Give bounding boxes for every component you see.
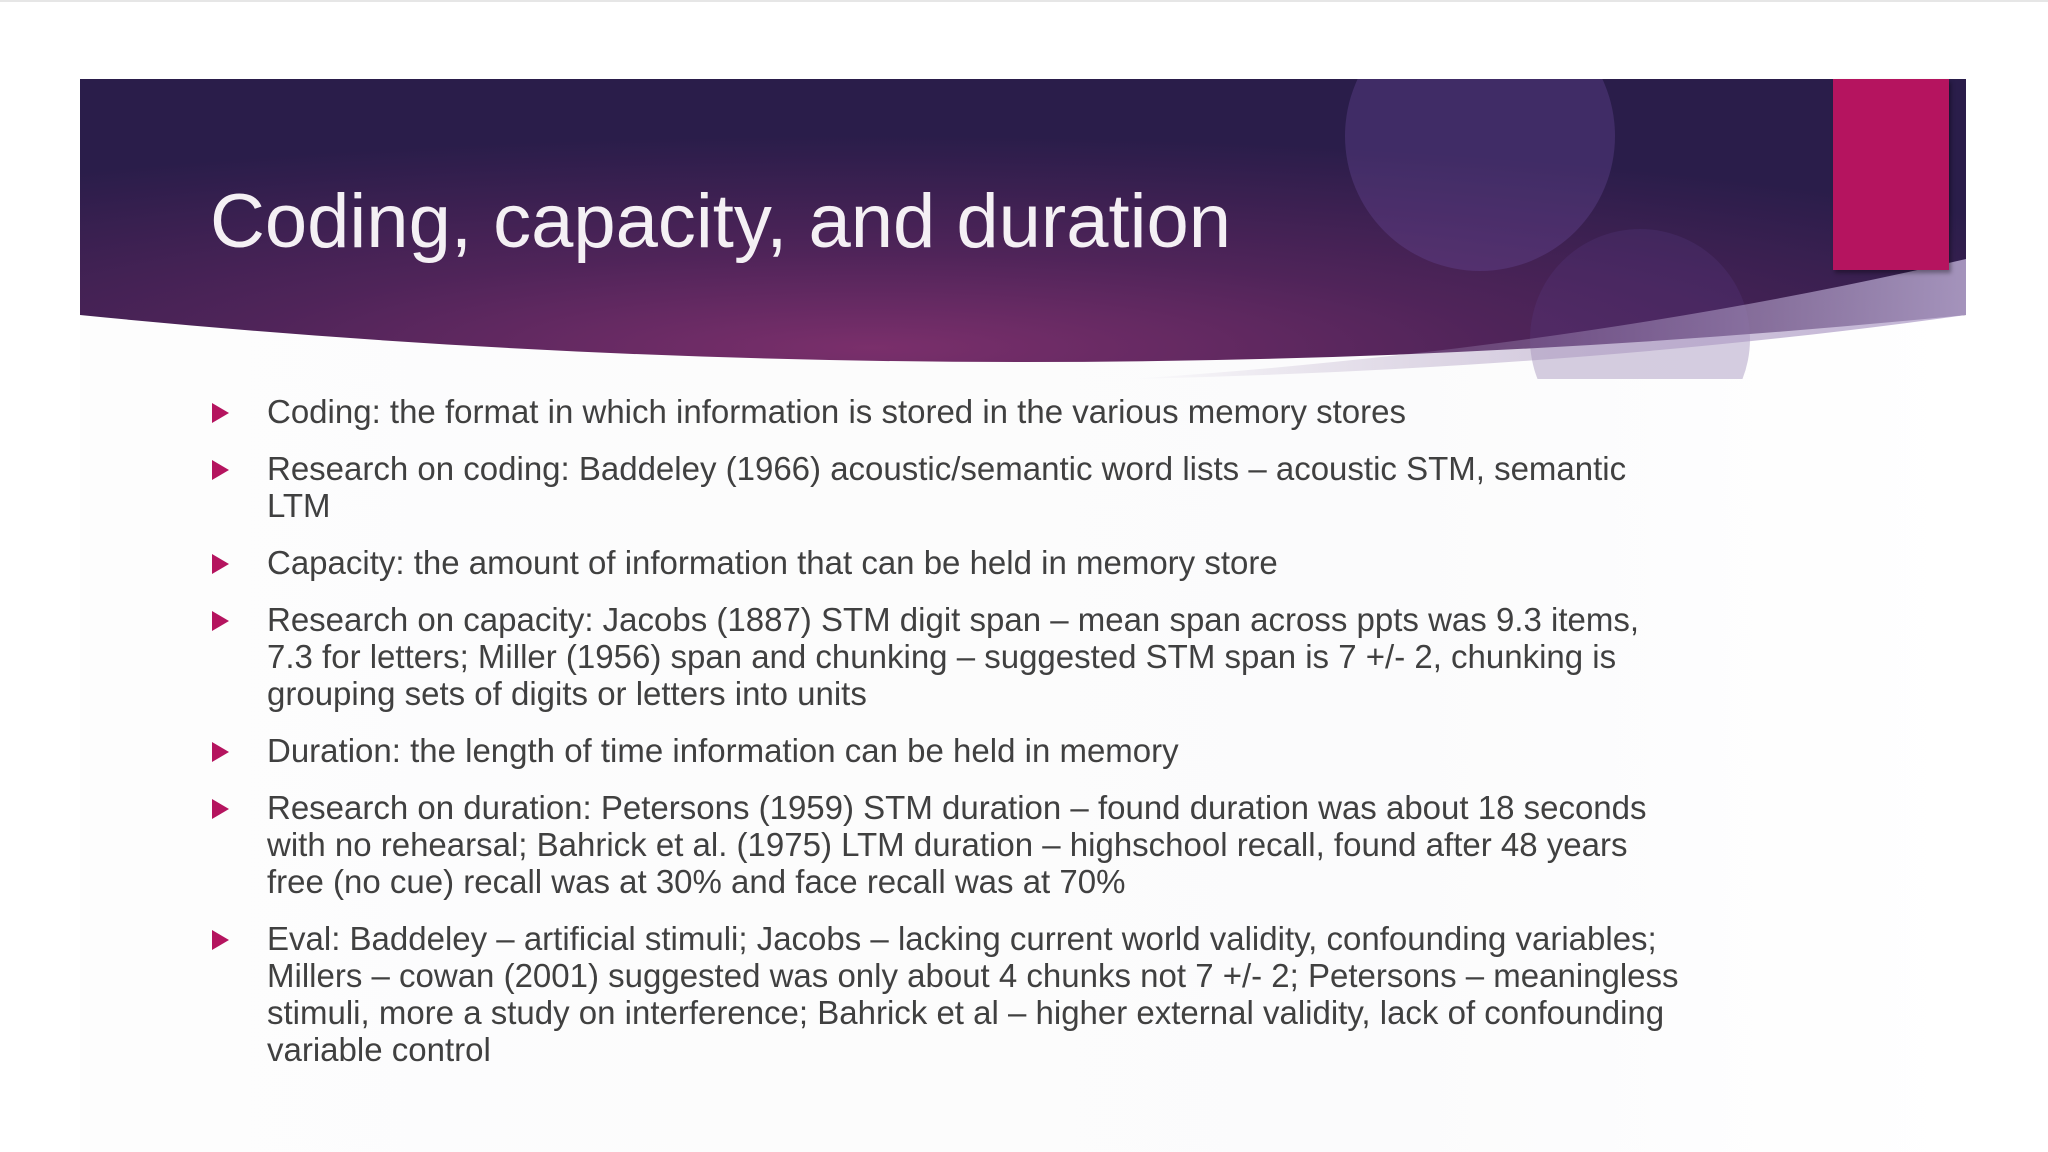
triangle-right-icon: [212, 554, 229, 574]
bullet-list: [210, 393, 1690, 1088]
bullet-text: Research on coding: Baddeley (1966) acoustic/semantic word lists – acoustic STM, semantic LTM: [267, 450, 1627, 524]
list-item: [210, 732, 1690, 769]
triangle-right-icon: [212, 460, 229, 480]
triangle-right-icon: [212, 611, 229, 631]
triangle-right-icon: [212, 799, 229, 819]
accent-bar: [1833, 79, 1949, 270]
list-item: [210, 450, 1690, 524]
triangle-right-icon: [212, 930, 229, 950]
list-item: [210, 789, 1690, 900]
slide-title: Coding, capacity, and duration: [210, 179, 1232, 264]
window-top-border: [0, 0, 2048, 2]
bullet-text: Research on capacity: Jacobs (1887) STM digit span – mean span across ppts was 9.3 items, 7.3 for letters; Miller (1956) span and chunking – suggested STM span is 7 +/- 2, chunking is grouping sets of digits or letters into units: [267, 601, 1639, 712]
list-item: [210, 601, 1690, 712]
bullet-text: Capacity: the amount of information that can be held in memory store: [267, 544, 1278, 581]
list-item: [210, 393, 1690, 430]
list-item: [210, 920, 1690, 1068]
bullet-text: Duration: the length of time information can be held in memory: [267, 732, 1179, 769]
bullet-text: Coding: the format in which information is stored in the various memory stores: [267, 393, 1406, 430]
bullet-text: Eval: Baddeley – artificial stimuli; Jacobs – lacking current world validity, confounding variables; Millers – cowan (2001) suggested was only about 4 chunks not 7 +/- 2; Petersons – meaningless stimuli, more a study on interference; Bahrick et al – higher external validity, lack of confounding variable control: [267, 920, 1679, 1068]
list-item: [210, 544, 1690, 581]
triangle-right-icon: [212, 403, 229, 423]
triangle-right-icon: [212, 742, 229, 762]
bullet-text: Research on duration: Petersons (1959) STM duration – found duration was about 18 seconds with no rehearsal; Bahrick et al. (1975) LTM duration – highschool recall, found after 48 years free (no cue) recall was at 30% and face recall was at 70%: [267, 789, 1647, 900]
